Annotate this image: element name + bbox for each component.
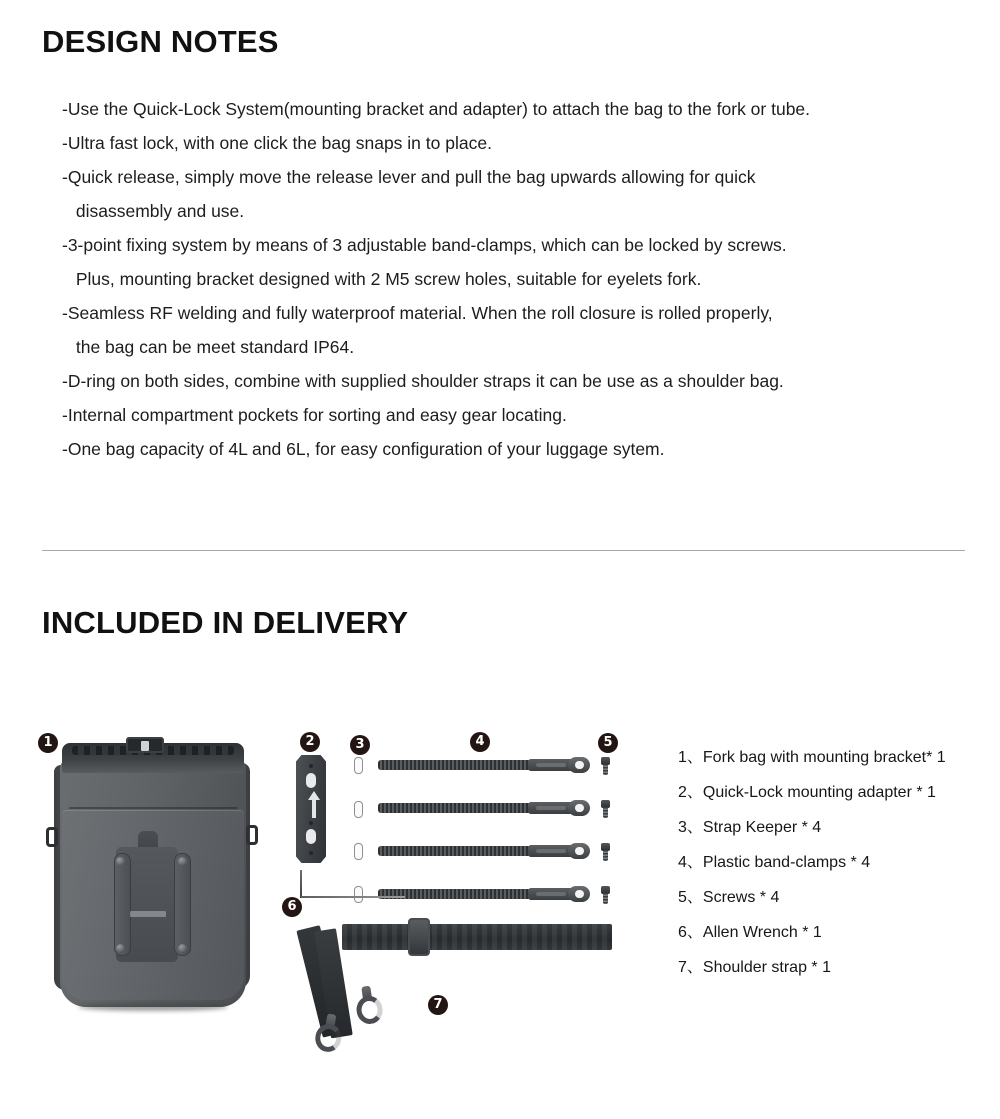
design-note-line: Plus, mounting bracket designed with 2 M5 screw holes, suitable for eyelets fork. (71, 269, 702, 289)
fork-bag-image (38, 735, 268, 1010)
band-clamp-head (568, 757, 590, 773)
allen-wrench-image (300, 870, 410, 904)
design-note-line: -Seamless RF welding and fully waterproof material. When the roll closure is rolled properly, (62, 303, 773, 323)
strap-keeper (354, 843, 363, 860)
delivery-contents-figure (0, 700, 1000, 1100)
strap-snap-hook (349, 984, 388, 1028)
bracket-bolt (116, 944, 125, 953)
page-title-design-notes: DESIGN NOTES (42, 24, 279, 59)
badge-6: 6 (282, 897, 302, 917)
legend-item-5: 5、Screws * 4 (678, 889, 780, 906)
bag-buckle-icon (126, 737, 164, 753)
d-ring-left (46, 827, 58, 847)
legend-item-2: 2、Quick-Lock mounting adapter * 1 (678, 784, 936, 801)
adapter-slot-top (306, 773, 316, 788)
design-note-line: -Ultra fast lock, with one click the bag snaps in to place. (62, 133, 492, 153)
strap-keeper (354, 757, 363, 774)
snap-hook-ring (355, 994, 385, 1025)
strap-keeper (354, 801, 363, 818)
adapter-arrow-icon (308, 791, 320, 800)
quick-lock-adapter-image (296, 755, 326, 863)
bag-brand-mark (130, 911, 166, 917)
band-clamp-strip (378, 760, 534, 770)
bag-shadow (78, 1003, 228, 1011)
band-clamp-head (568, 800, 590, 816)
screw-shaft (603, 764, 608, 775)
band-clamp-head (568, 886, 590, 902)
wrench-short-arm (300, 870, 302, 898)
bracket-bolt (178, 857, 187, 866)
design-notes-list (62, 92, 987, 466)
adapter-screw-hole (309, 821, 313, 825)
band-clamp-strip (378, 846, 534, 856)
badge-2: 2 (300, 732, 320, 752)
design-note-line: -Internal compartment pockets for sorting and easy gear locating. (62, 405, 567, 425)
screw-shaft (603, 850, 608, 861)
screw (601, 886, 610, 904)
page-title-included-in-delivery: INCLUDED IN DELIVERY (42, 605, 409, 640)
strap-webbing (342, 924, 612, 950)
d-ring-right (246, 825, 258, 845)
adapter-slot-bottom (306, 829, 316, 844)
badge-7: 7 (428, 995, 448, 1015)
screw (601, 800, 610, 818)
band-clamp (378, 759, 590, 771)
mounting-bracket-rail-right (174, 853, 191, 956)
bracket-bolt (116, 857, 125, 866)
shoulder-strap-image (290, 918, 630, 1063)
legend-item-6: 6、Allen Wrench * 1 (678, 924, 822, 941)
legend-item-4: 4、Plastic band-clamps * 4 (678, 854, 871, 871)
design-note-line: -3-point fixing system by means of 3 adjustable band-clamps, which can be locked by screws. (62, 235, 787, 255)
badge-3: 3 (350, 735, 370, 755)
badge-5: 5 (598, 733, 618, 753)
legend-item-3: 3、Strap Keeper * 4 (678, 819, 822, 836)
legend-item-1: 1、Fork bag with mounting bracket* 1 (678, 749, 946, 766)
mounting-bracket-rail-left (114, 853, 131, 956)
strap-snap-hook (309, 1011, 349, 1056)
band-clamp (378, 845, 590, 857)
band-clamp (378, 802, 590, 814)
snap-hook-ring (313, 1022, 343, 1054)
badge-1: 1 (38, 733, 58, 753)
design-note-line: -One bag capacity of 4L and 6L, for easy configuration of your luggage sytem. (62, 439, 665, 459)
strap-adjuster-buckle (408, 918, 430, 956)
design-note-line: the bag can be meet standard IP64. (71, 337, 355, 357)
band-clamp-head (568, 843, 590, 859)
band-clamp-strip (378, 803, 534, 813)
design-note-line: -Use the Quick-Lock System(mounting bracket and adapter) to attach the bag to the fork or tube. (62, 99, 811, 119)
screw-shaft (603, 893, 608, 904)
design-note-line: -D-ring on both sides, combine with supplied shoulder straps it can be use as a shoulder bag. (62, 371, 784, 391)
delivery-legend-list (678, 740, 988, 985)
badge-4: 4 (470, 732, 490, 752)
adapter-screw-hole (309, 764, 313, 768)
screw (601, 757, 610, 775)
design-note-line: disassembly and use. (71, 201, 245, 221)
screw-shaft (603, 807, 608, 818)
legend-item-7: 7、Shoulder strap * 1 (678, 959, 831, 976)
wrench-long-arm (301, 896, 405, 898)
bracket-bolt (178, 944, 187, 953)
screw (601, 843, 610, 861)
design-note-line: -Quick release, simply move the release lever and pull the bag upwards allowing for quick (62, 167, 756, 187)
section-divider (42, 550, 965, 551)
bag-seam (69, 807, 237, 809)
adapter-screw-hole (309, 851, 313, 855)
